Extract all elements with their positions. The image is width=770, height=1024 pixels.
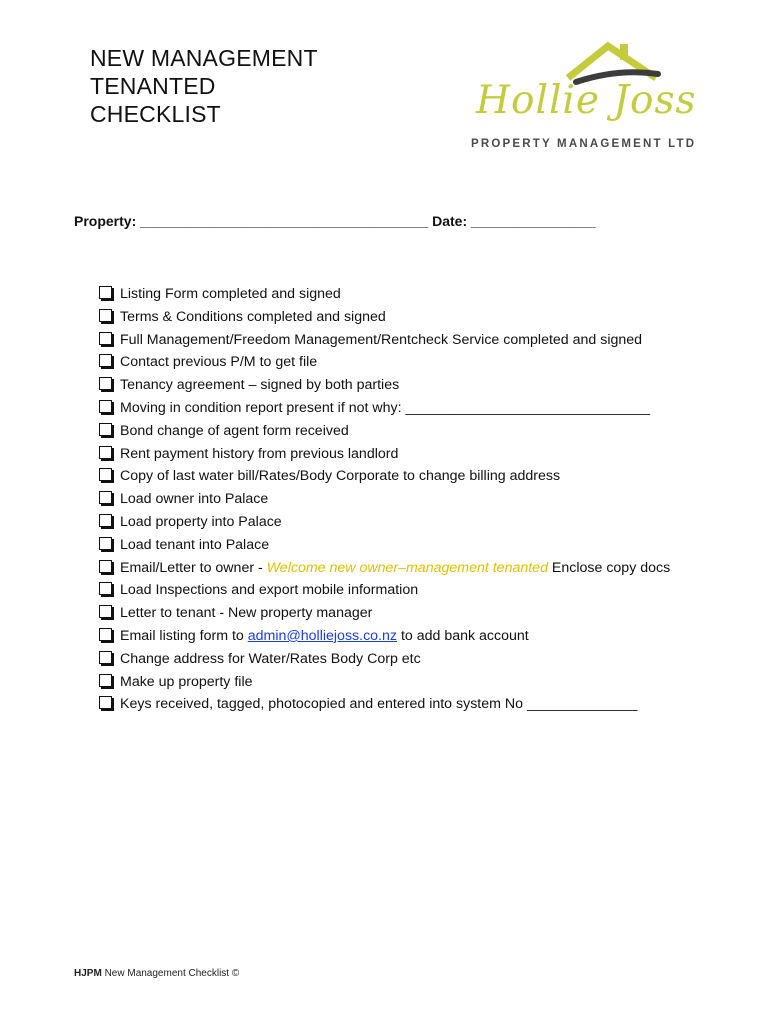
company-logo [468,38,708,158]
checklist-item-text: Bond change of agent form received [120,422,349,439]
checkbox[interactable] [99,582,112,595]
email-link[interactable]: admin@holliejoss.co.nz [247,627,397,644]
checklist-item [98,445,698,463]
checklist-item [98,581,698,599]
checklist-item [98,331,698,349]
checkbox[interactable] [99,537,112,550]
checkbox[interactable] [99,651,112,664]
footer-brand: HJPM [74,968,102,979]
checkbox[interactable] [99,605,112,618]
checklist-item [98,627,698,645]
checkbox[interactable] [99,332,112,345]
checklist-item-text: Terms & Conditions completed and signed [120,308,386,325]
checklist-item-text: Contact previous P/M to get file [120,354,318,371]
checklist-item-text: Load tenant into Palace [120,536,270,553]
checklist-item [98,650,698,668]
checkbox[interactable] [99,560,112,573]
checkbox[interactable] [99,514,112,527]
item-suffix: Enclose copy docs [547,559,671,576]
checklist-item [98,673,698,691]
checkbox[interactable] [99,628,112,641]
item-prefix: Email/Letter to owner - [120,559,267,576]
checklist-item-text: Letter to tenant - New property manager [120,605,373,622]
checklist-item [98,490,698,508]
highlight-text: Welcome new owner–management tenanted [266,559,548,576]
checkbox[interactable] [99,491,112,504]
title-line: TENANTED [90,73,216,99]
checkbox[interactable] [99,286,112,299]
checklist-item [98,285,698,303]
checklist-item [98,604,698,622]
logo-subtitle: PROPERTY MANAGEMENT LTD [471,138,697,150]
checklist-item [98,536,698,554]
checklist-item-text: Keys received, tagged, photocopied and entered into system No ______________ [120,696,638,713]
checklist-item-text [120,559,698,577]
checkbox[interactable] [99,468,112,481]
checklist-item-text: Load Inspections and export mobile information [120,582,419,599]
checklist-item [98,695,698,713]
checklist-item-text: Listing Form completed and signed [120,286,341,302]
checklist-item-text: Load owner into Palace [120,491,269,508]
checkbox[interactable] [99,674,112,687]
checkbox[interactable] [99,309,112,322]
checkbox[interactable] [99,446,112,459]
property-date-line: Property: _____________________________________ Date: ________________ [74,213,596,229]
document-title [90,44,318,128]
checklist-item [98,399,698,417]
footer-text: New Management Checklist © [101,968,240,979]
checklist-item [98,308,698,326]
title-line: CHECKLIST [90,101,221,127]
checklist-item-text: Make up property file [120,673,253,690]
checklist-item-text: Full Management/Freedom Management/Rentcheck Service completed and signed [120,331,643,348]
checklist-item [98,353,698,371]
checkbox[interactable] [99,354,112,367]
checklist-item-text: Rent payment history from previous landlord [120,445,399,462]
checklist-item [98,467,698,485]
checkbox[interactable] [99,423,112,436]
checklist-item [98,513,698,531]
checklist-item-text [120,627,698,645]
checkbox[interactable] [99,400,112,413]
checklist-item [98,559,698,577]
checklist-item [98,376,698,394]
checkbox[interactable] [99,377,112,390]
checklist-item-text: Change address for Water/Rates Body Corp etc [120,650,421,667]
checklist-item-text: Moving in condition report present if not why: _______________________________ [120,399,651,416]
checklist-item [98,422,698,440]
checklist [98,285,698,718]
page-footer [74,968,239,979]
checklist-item-text: Load property into Palace [120,513,282,530]
checklist-item-text: Tenancy agreement – signed by both parties [120,377,400,394]
checkbox[interactable] [99,696,112,709]
item-suffix: to add bank account [397,627,529,644]
logo-script-text: Hollie Joss [476,78,697,123]
checklist-item-text: Copy of last water bill/Rates/Body Corporate to change billing address [120,468,561,485]
title-line: NEW MANAGEMENT [90,45,318,71]
item-prefix: Email listing form to [120,627,248,644]
